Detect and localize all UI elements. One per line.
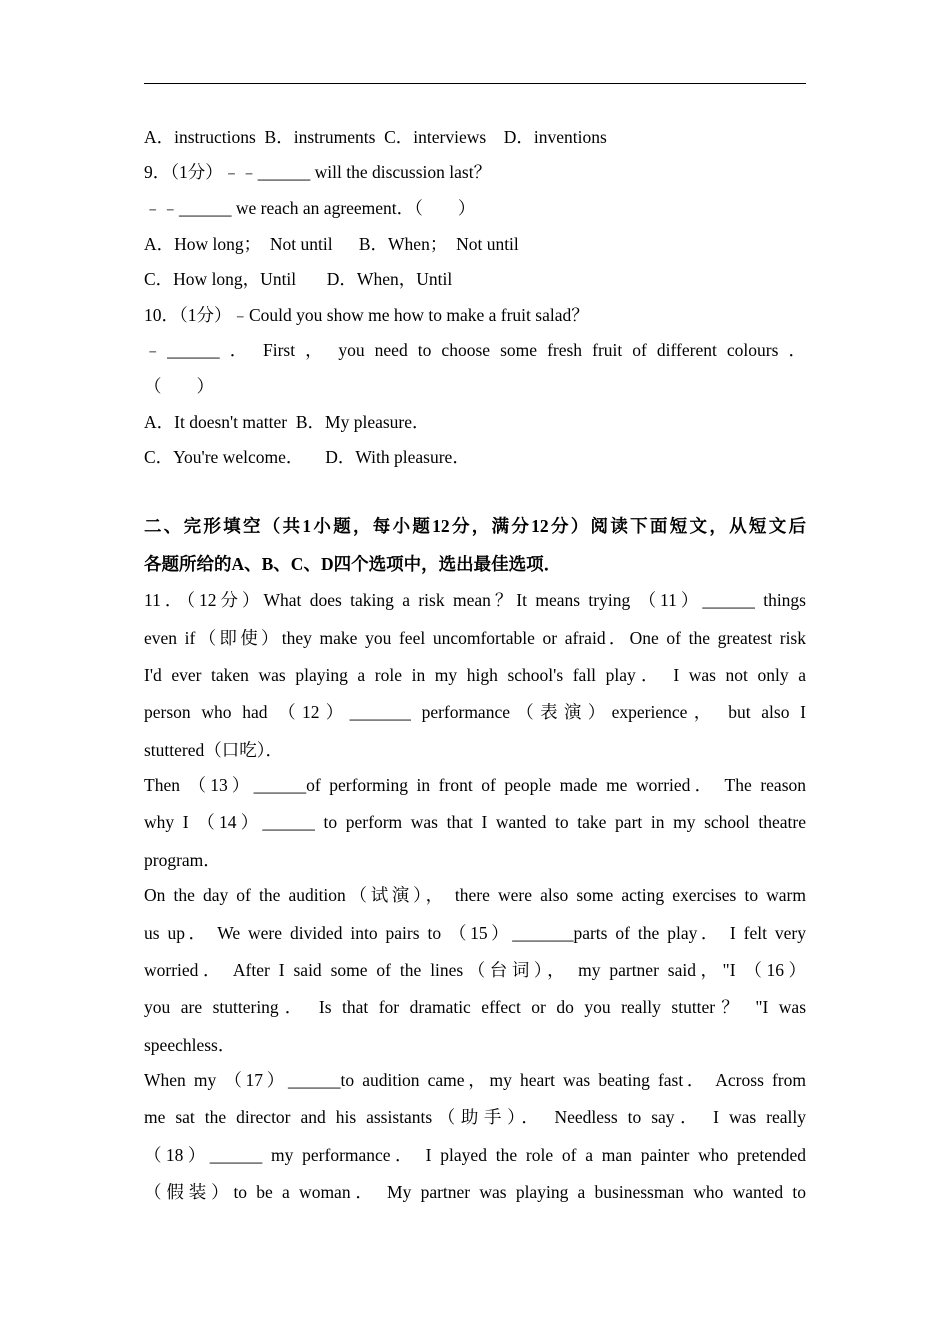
q11-line: （18）______ my performance． I played the role of a man painter who pretended <box>144 1145 806 1165</box>
q10-options-ab: A．It doesn't matter B．My pleasure． <box>144 412 430 432</box>
q8-options: A．instructions B．instruments C．interviews D．inventions <box>144 127 607 147</box>
q10-options-cd: C．You're welcome． D．With pleasure． <box>144 447 470 467</box>
q10-line3: （ ） <box>144 376 214 396</box>
q11-line: you are stuttering． Is that for dramatic effect or do you really stutter？ "I was <box>144 997 806 1017</box>
q11-line: us up． We were divided into pairs to （15）_______parts of the play． I felt very <box>144 923 806 943</box>
q11-line: even if（即使）they make you feel uncomfortable or afraid．One of the greatest risk <box>144 628 806 648</box>
q9-options-cd: C．How long，Until D．When，Until <box>144 269 453 289</box>
q11-line: speechless． <box>144 1035 236 1055</box>
q11-line: why I （14）______ to perform was that I wanted to take part in my school theatre <box>144 812 806 832</box>
q11-line: worried． After I said some of the lines（台词）， my partner said，"I （16） <box>144 960 806 980</box>
q11-line: 11．（12分）What does taking a risk mean？It means trying （11）______ things <box>144 590 806 610</box>
q10-line2: ﹣______ ． First ， you need to choose some fresh fruit of different colours ． <box>144 340 806 360</box>
section2-heading-line2: 各题所给的A、B、C、D四个选项中，选出最佳选项． <box>144 554 562 574</box>
q11-line: program． <box>144 850 221 870</box>
q9-line2: ﹣﹣______ we reach an agreement．（ ） <box>144 198 476 218</box>
q11-line: I'd ever taken was playing a role in my high school's fall play． I was not only a <box>144 665 806 685</box>
q11-line: When my （17）______to audition came，my heart was beating fast． Across from <box>144 1070 806 1090</box>
section2-heading-line1: 二、完形填空（共1小题，每小题12分，满分12分）阅读下面短文，从短文后 <box>144 516 806 536</box>
q9-options-ab: A．How long； Not until B．When； Not until <box>144 234 519 254</box>
q11-line: （假装）to be a woman． My partner was playing a businessman who wanted to <box>144 1182 806 1202</box>
q11-line: person who had （12）_______ performance（表演）experience， but also I <box>144 702 806 722</box>
q11-line: me sat the director and his assistants（助手）． Needless to say． I was really <box>144 1107 806 1127</box>
q11-line: stuttered（口吃）． <box>144 740 284 760</box>
q11-line: Then （13）______of performing in front of people made me worried． The reason <box>144 775 806 795</box>
q11-line: On the day of the audition（试演）， there were also some acting exercises to warm <box>144 885 806 905</box>
q9-stem: 9．（1分）﹣﹣______ will the discussion last？ <box>144 162 492 182</box>
header-rule <box>144 83 806 84</box>
q10-stem: 10．（1分）﹣Could you show me how to make a fruit salad？ <box>144 305 589 325</box>
